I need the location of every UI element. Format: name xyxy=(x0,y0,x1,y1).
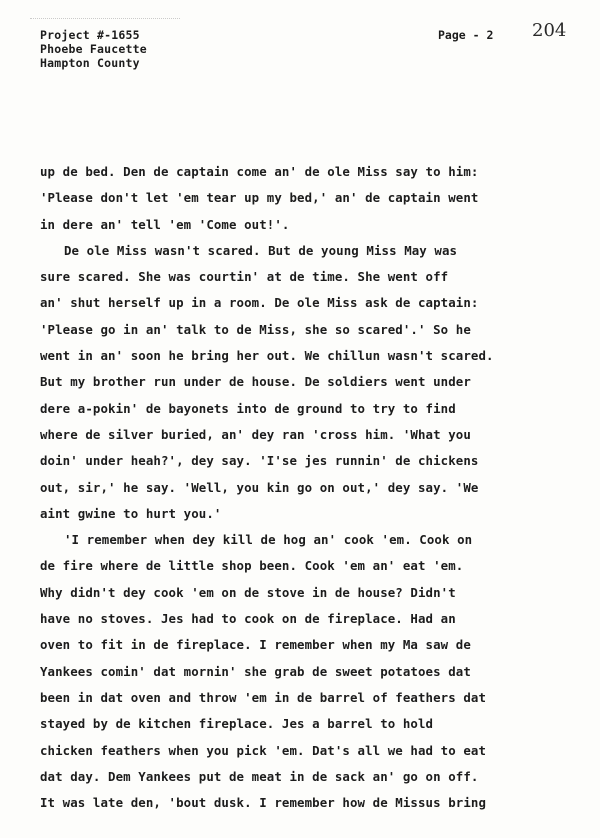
text-line: But my brother run under de house. De soldiers went under xyxy=(40,374,471,390)
page-label: Page - 2 xyxy=(438,28,494,42)
text-line: doin' under heah?', dey say. 'I'se jes runnin' de chickens xyxy=(40,453,479,469)
handwritten-page-number: 204 xyxy=(532,20,567,41)
paper-marks xyxy=(30,18,180,23)
text-line: stayed by de kitchen fireplace. Jes a barrel to hold xyxy=(40,716,434,732)
text-line: been in dat oven and throw 'em in de barrel of feathers dat xyxy=(40,689,487,705)
text-line: Why didn't dey cook 'em on de stove in de house? Didn't xyxy=(40,584,456,600)
text-line: where de silver buried, an' dey ran 'cross him. 'What you xyxy=(40,426,471,442)
informant-name: Phoebe Faucette xyxy=(40,42,147,56)
text-line: 'Please go in an' talk to de Miss, she so scared'.' So he xyxy=(40,321,471,337)
text-line: up de bed. Den de captain come an' de ole Miss say to him: xyxy=(40,164,479,179)
text-line: Yankees comin' dat mornin' she grab de sweet potatoes dat xyxy=(40,663,471,679)
header-block xyxy=(40,28,147,70)
project-number: Project #-1655 xyxy=(40,28,140,42)
body-text xyxy=(40,159,580,816)
text-line: aint gwine to hurt you.' xyxy=(40,505,222,521)
text-line: have no stoves. Jes had to cook on de fireplace. Had an xyxy=(40,611,456,627)
text-line: in dere an' tell 'em 'Come out!'. xyxy=(40,216,290,232)
text-line: dere a-pokin' de bayonets into de ground to try to find xyxy=(40,400,456,416)
text-line: It was late den, 'bout dusk. I remember how de Missus bring xyxy=(40,795,487,811)
text-line: dat day. Dem Yankees put de meat in de sack an' go on off. xyxy=(40,768,479,784)
text-line: oven to fit in de fireplace. I remember when my Ma saw de xyxy=(40,637,471,653)
text-line: went in an' soon he bring her out. We chillun wasn't scared. xyxy=(40,348,494,364)
text-line: chicken feathers when you pick 'em. Dat's all we had to eat xyxy=(40,742,487,758)
text-line: sure scared. She was courtin' at de time. She went off xyxy=(40,269,449,285)
county-name: Hampton County xyxy=(40,56,140,70)
text-line: De ole Miss wasn't scared. But de young Miss May was xyxy=(64,242,458,258)
text-line: 'I remember when dey kill de hog an' cook 'em. Cook on xyxy=(64,532,473,548)
text-line: de fire where de little shop been. Cook 'em an' eat 'em. xyxy=(40,558,464,574)
text-line: an' shut herself up in a room. De ole Miss ask de captain: xyxy=(40,295,479,311)
text-line: out, sir,' he say. 'Well, you kin go on out,' dey say. 'We xyxy=(40,479,479,495)
text-line: 'Please don't let 'em tear up my bed,' an' de captain went xyxy=(40,190,479,206)
